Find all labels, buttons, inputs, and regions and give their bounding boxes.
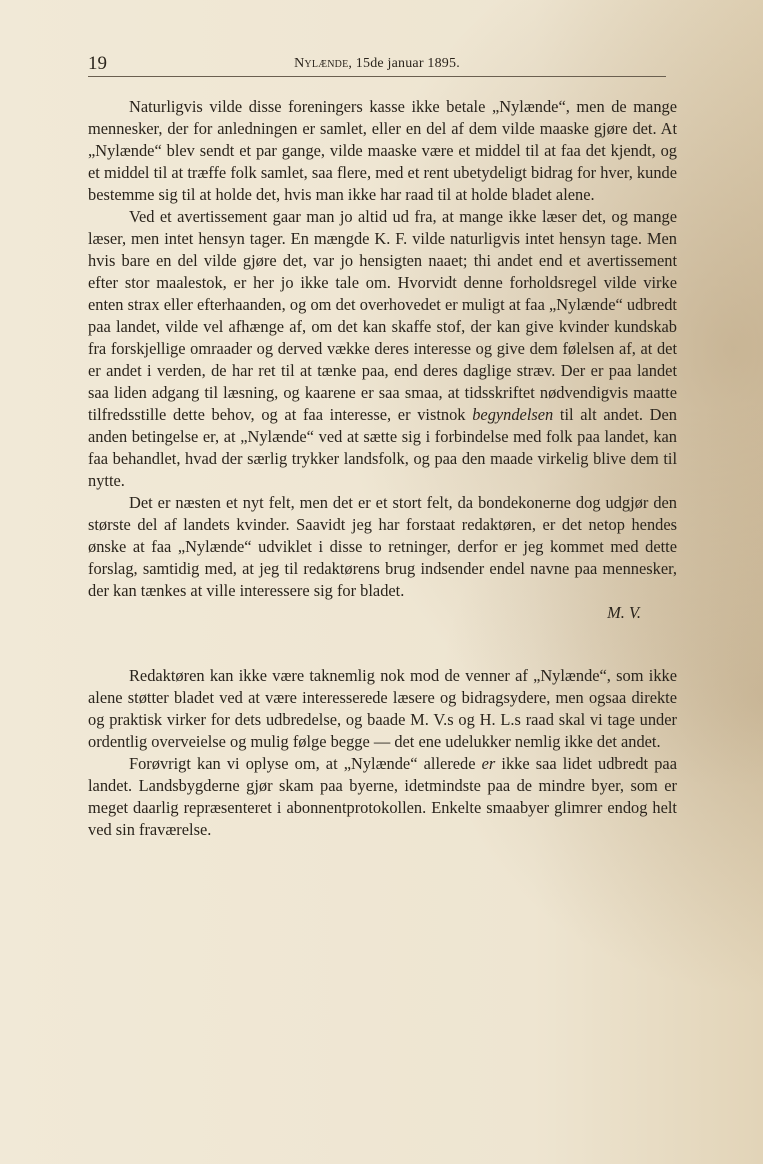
- editor-paragraph-2: [88, 753, 677, 841]
- page-header: [88, 52, 666, 77]
- emphasis-er: er: [481, 754, 496, 773]
- issue-date: 15de januar 1895.: [355, 56, 460, 71]
- editor-paragraph-1: Redaktøren kan ikke være taknemlig nok mod de venner af „Nylænde“, som ikke alene støtter bladet ved at være interesserede læsere og bidragsydere, men ogsaa direkte og praktisk virker for dets udbredelse, og baade M. V.s og H. L.s raad skal vi tage under ordentlig overveielse og mulig følge begge — det ene udelukker nemlig ikke det andet.: [88, 666, 677, 751]
- paragraph-2-tail: til alt andet. Den anden betingelse er, at „Nylænde“ ved at sætte sig i forbindelse med folk paa landet, kan faa behandlet, hvad der særlig trykker landsfolk, og paa den maade virkelig blive dem til nytte.: [88, 405, 677, 490]
- publication-name: Nylænde: [294, 56, 349, 71]
- article-body: [88, 96, 677, 841]
- editor-paragraph-2-before: Forøvrigt kan vi oplyse om, at „Nylænde“ allerede: [129, 754, 482, 773]
- paragraph-2: [88, 206, 677, 492]
- paragraph-1: Naturligvis vilde disse foreningers kasse ikke betale „Nylænde“, men de mange mennesker, der for anledningen er samlet, eller en del af dem vilde maaske gjøre det. At „Nylænde“ blev sendt et par gange, vilde maaske være et middel til at faa det kjendt, og et middel til at træffe folk samlet, saa flere, med et rent ubetydeligt bidrag for hver, kunde bestemme sig til at holde det, hvis man ikke har raad til at holde bladet alene.: [88, 97, 677, 204]
- paragraph-2-text: Ved et avertissement gaar man jo altid ud fra, at mange ikke læser det, og mange læser, men intet hensyn tager. En mængde K. F. vilde naturligvis intet hensyn tage. Men hvis bare en del vilde gjøre det, var jo hensigten naaet; thi andet end et avertissement efter stor maalestok, er her jo ikke tale om. Hvorvidt denne forholdsregel vilde virke enten strax eller efterhaanden, og om det overhovedet er muligt at faa „Nylænde“ udbredt paa landet, vilde vel afhænge af, om det kan skaffe stof, der kan give kvinder kundskab fra forskjellige omraader og derved vække deres interesse og give dem følelsen af, at det er andet i verden, de har ret til at tænke paa, end deres daglige stræv. Der er paa landet saa liden adgang til læsning, og kaarene er saa smaa, at tidsskriftet nødvendigvis maatte tilfredsstille dette behov, og at faa interesse, er vistnok: [88, 207, 677, 424]
- signature: M. V.: [607, 603, 641, 622]
- paragraph-3: Det er næsten et nyt felt, men det er et stort felt, da bondekonerne dog udgjør den største del af landets kvinder. Saavidt jeg har forstaat redaktøren, er det netop hendes ønske at faa „Nylænde“ udviklet i disse to retninger, derfor er jeg kommet med dette forslag, samtidig med, at jeg til redaktørens brug indsender endel navne paa mennesker, der kan tænkes at ville interessere sig for bladet.: [88, 493, 677, 600]
- emphasis-begyndelsen: begyndelsen: [472, 405, 554, 424]
- page-number: 19: [88, 53, 107, 74]
- running-title: Nylænde, 15de januar 1895.: [294, 56, 460, 71]
- section-gap: [88, 626, 677, 665]
- editor-paragraph-2-after: ikke saa lidet udbredt paa landet. Landsbygderne gjør skam paa byerne, idetmindste paa de mindre byer, som er meget daarlig repræsenteret i abonnentprotokollen. Enkelte smaabyer glimrer endog helt ved sin fraværelse.: [88, 754, 677, 839]
